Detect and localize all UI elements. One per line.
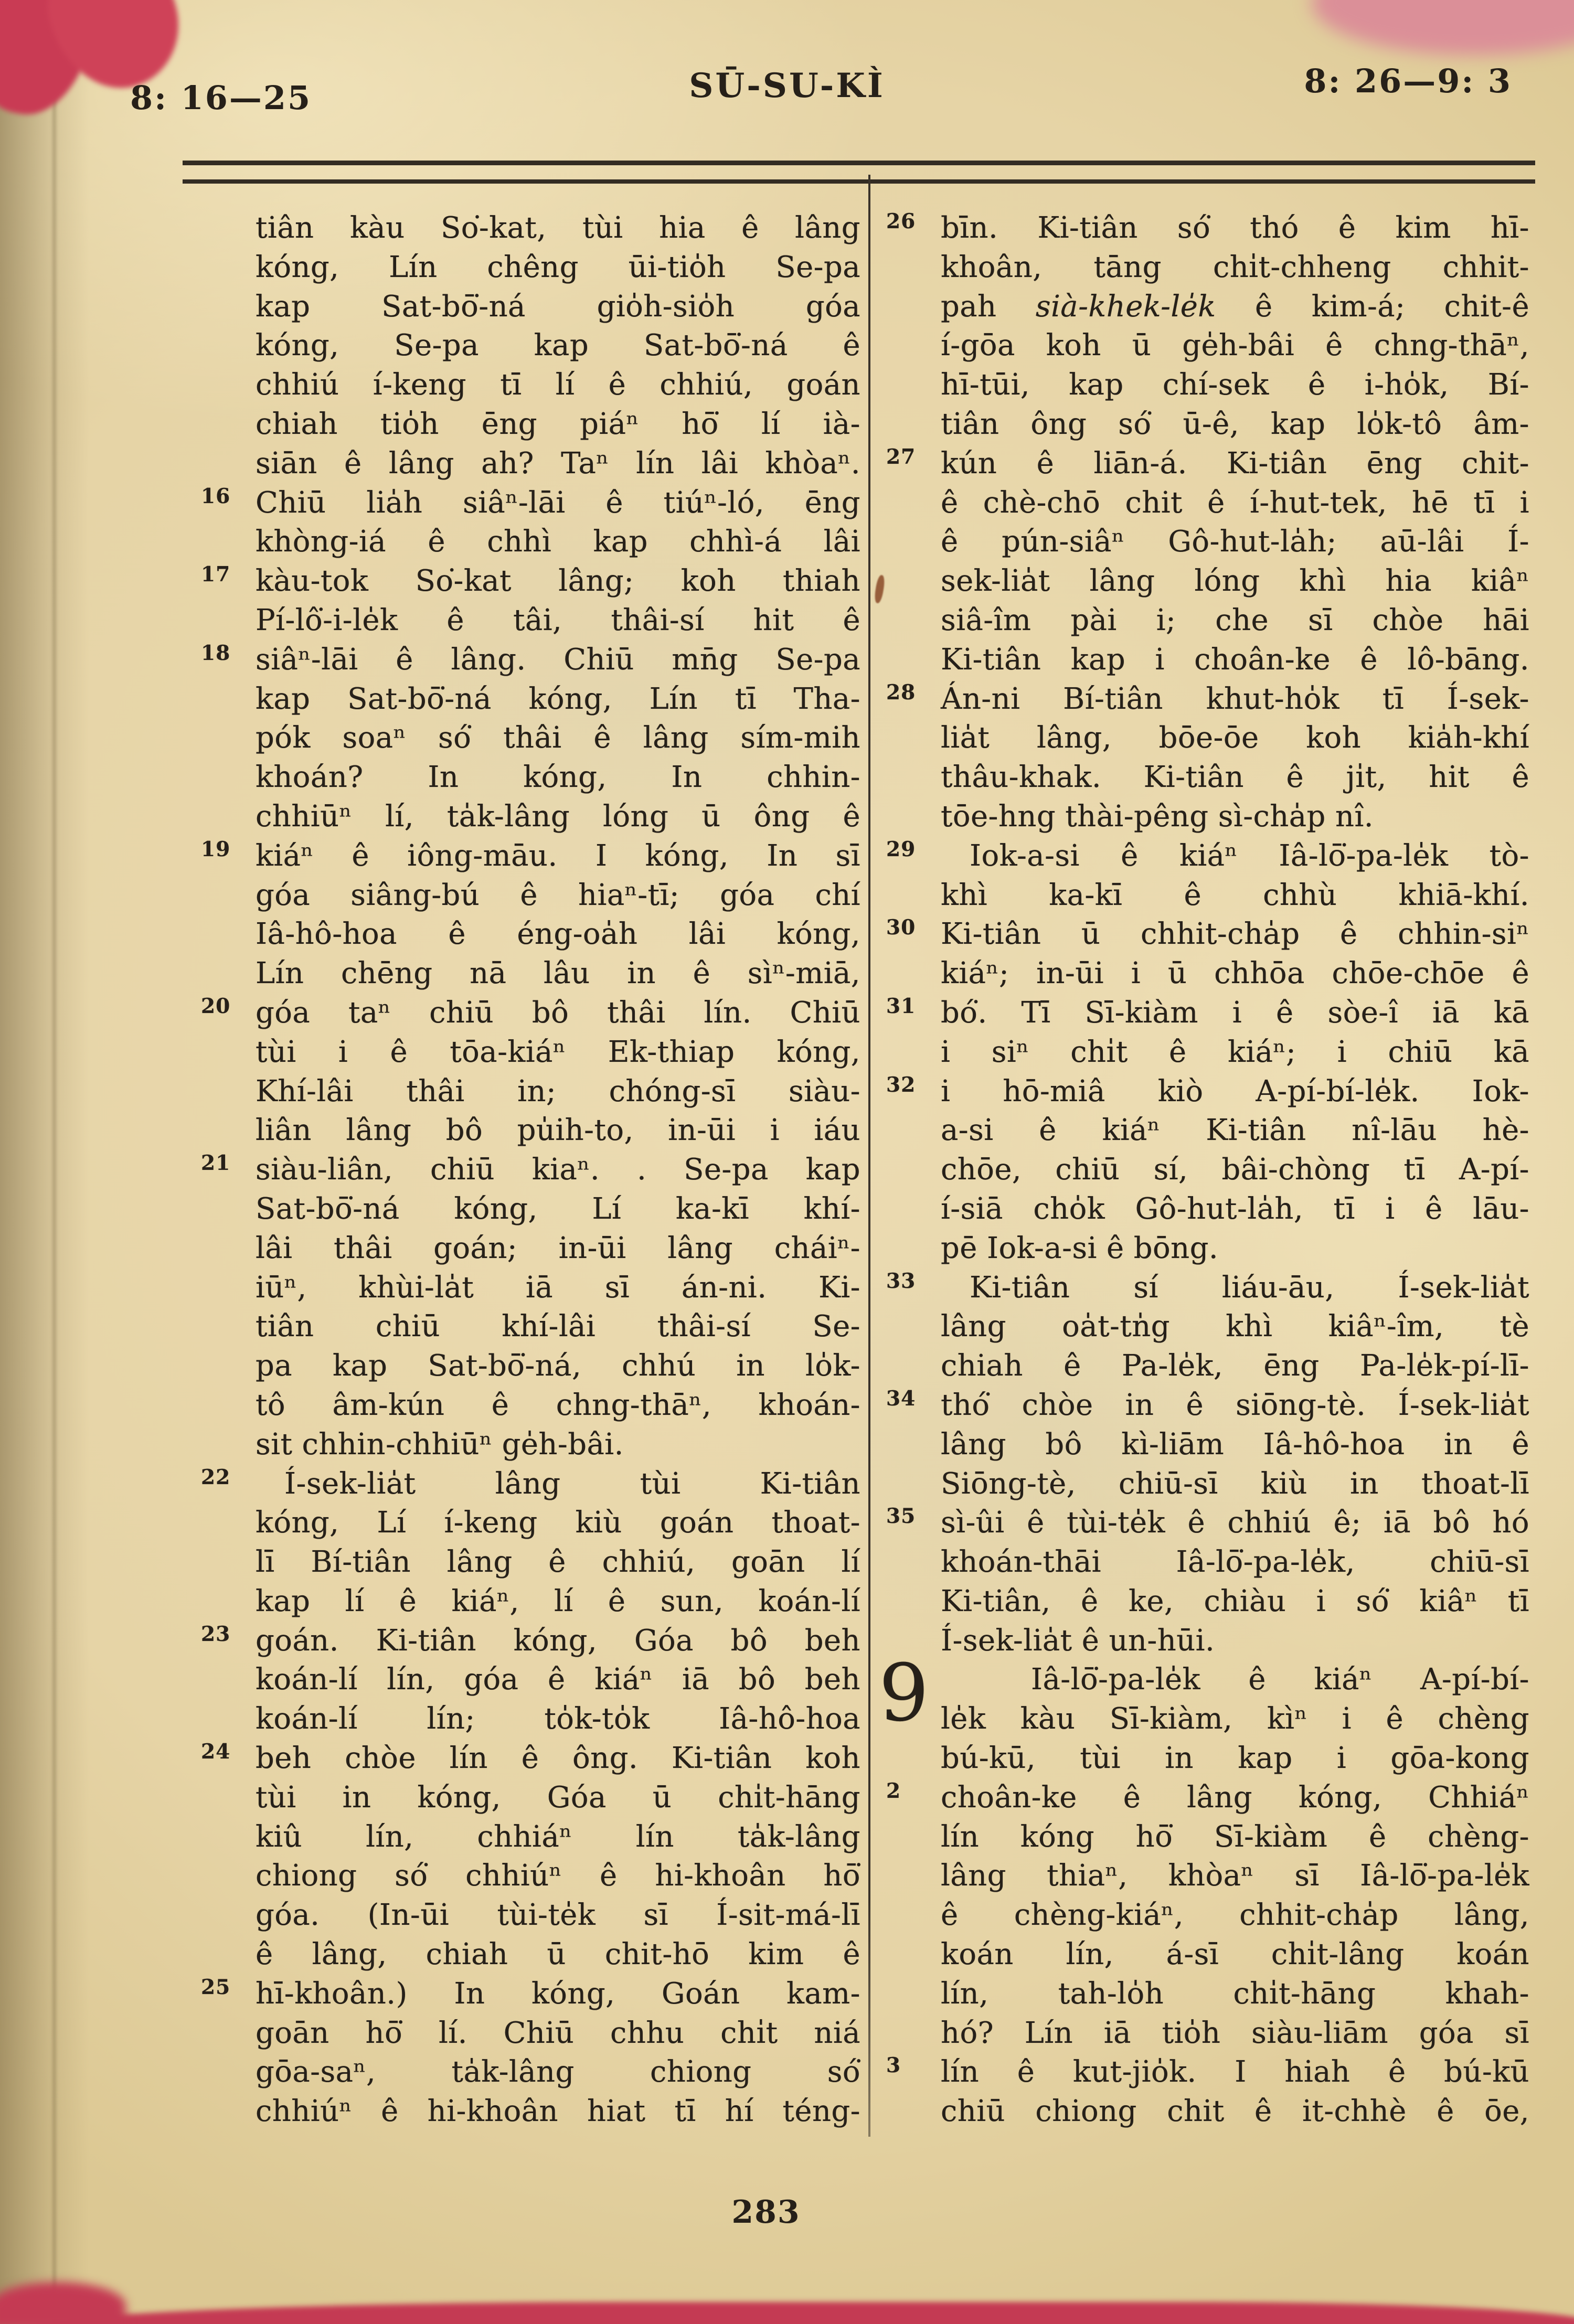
text-line [941,641,1529,680]
text-line [941,954,1529,994]
text-line [941,1857,1529,1896]
line-text: beh chòe lín ê ông. Ki-tiân koh [256,1741,860,1776]
line-text: siâⁿ-lāi ê lâng. Chiū mn̄g Se-pa [256,642,860,677]
line-text: koán-lí lín, góa ê kiáⁿ iā bô beh [256,1662,860,1697]
line-text: siâ-îm pài i; che sī chòe hāi [941,603,1529,637]
text-line [941,1700,1529,1739]
text-line [256,209,860,248]
line-text: Ki-tiân kap i choân-ke ê lô-bāng. [941,642,1529,677]
text-line [941,601,1529,641]
text-line [941,1190,1529,1229]
line-text: siàu-liân, chiū kiaⁿ. . Se-pa kap [256,1153,860,1187]
verse-number: 34 [886,1386,916,1411]
line-text: chiū chiong chit ê it-chhè ê ōe, [941,2094,1529,2129]
line-text: Iâ-lō͘-pa-le̍k ê kiáⁿ A-pí-bí- [1031,1662,1529,1697]
line-text: khoán? In kóng, In chhin- [256,760,860,795]
text-line [256,1896,860,1935]
verse-number: 17 [201,562,231,587]
text-line [941,1622,1529,1661]
verse-number: 2 [886,1778,901,1803]
line-text: liân lâng bô pu̍ih-to, in-ūi i iáu [256,1113,860,1148]
line-text: chiah tio̍h ēng piáⁿ hō͘ lí ià- [256,407,860,441]
text-line [256,1543,860,1582]
plain-text: ê kim-á; chit-ê [1216,289,1529,324]
text-line [941,1739,1529,1778]
line-text: chiong só͘ chhiúⁿ ê hi-khoân hō͘ [256,1859,860,1893]
text-line [886,1778,1529,1818]
text-line [201,562,860,601]
line-text: Ki-tiân ū chhit-cha̍p ê chhin-siⁿ [941,917,1529,952]
text-line [886,915,1529,954]
plain-text: pah [941,289,1036,324]
text-line [941,876,1529,915]
line-text: Ki-tiân sí liáu-āu, Í-sek-lia̍t [970,1270,1529,1305]
text-line [256,1935,860,1975]
text-line [201,1975,860,2014]
header-left-reference: 8: 16—25 [130,79,312,117]
text-line [886,1268,1529,1308]
line-text: ê chèng-kiáⁿ, chhit-cha̍p lâng, [941,1898,1529,1933]
text-line [256,954,860,994]
column-left [201,209,860,2131]
text-line [256,1504,860,1543]
line-text: Í-sek-lia̍t lâng tùi Ki-tiân [284,1466,860,1501]
verse-number: 28 [886,680,916,705]
text-line [256,2053,860,2092]
text-line [256,1857,860,1896]
line-text: Sat-bō͘-ná kóng, Lí ka-kī khí- [256,1191,860,1226]
text-line [256,1268,860,1308]
line-text: chhiūⁿ lí, ta̍k-lâng lóng ū ông ê [256,799,860,834]
header-double-rule [183,161,1535,184]
line-text: tiân kàu So͘-kat, tùi hia ê lâng [256,211,860,245]
header-right-reference: 8: 26—9: 3 [1304,62,1512,100]
verse-number: 31 [886,994,916,1018]
line-text: kiáⁿ; in-ūi i ū chhōa chōe-chōe ê [941,956,1529,991]
text-line [256,405,860,444]
line-text: Khí-lâi thâi in; chóng-sī siàu- [256,1074,860,1108]
line-text: chiah ê Pa-le̍k, ēng Pa-le̍k-pí-lī- [941,1349,1529,1383]
line-text: lín ê kut-jio̍k. I hiah ê bú-kū [941,2055,1529,2090]
line-text: ê lâng, chiah ū chit-hō kim ê [256,1937,860,1972]
line-text: bīn. Ki-tiân só͘ thó ê kim hī- [941,211,1529,245]
page-number: 283 [731,2194,801,2231]
text-line [941,326,1529,366]
line-text: Lín chēng nā lâu in ê sìⁿ-miā, [256,956,860,991]
text-line [256,601,860,641]
text-line [941,2092,1529,2131]
line-text: koán-lí lín; to̍k-to̍k Iâ-hô-hoa [256,1702,860,1736]
line-text: khì ka-kī ê chhù khiā-khí. [941,878,1529,912]
chapter-number: 9 [879,1648,929,1740]
text-line [256,1190,860,1229]
line-text: tùi i ê tōa-kiáⁿ Ek-thiap kóng, [256,1035,860,1069]
text-line [201,1622,860,1661]
text-line [256,1818,860,1857]
text-line [256,2014,860,2053]
text-line [941,2014,1529,2053]
text-line [256,326,860,366]
text-line [256,1700,860,1739]
line-text [941,290,1529,324]
verse-number: 24 [201,1740,231,1764]
verse-number: 27 [886,444,916,469]
text-line [201,641,860,680]
line-text: sek-lia̍t lâng lóng khì hia kiâⁿ [941,564,1529,599]
verse-number: 33 [886,1268,916,1293]
text-line [256,523,860,562]
text-line [256,1307,860,1347]
line-text: i hō-miâ kiò A-pí-bí-le̍k. Iok- [941,1074,1529,1108]
dye-stain-bottom-edge [0,2302,1574,2324]
text-line [886,1386,1529,1425]
line-text: choân-ke ê lâng kóng, Chhiáⁿ [941,1780,1529,1815]
text-line [941,562,1529,601]
text-line [941,1935,1529,1975]
verse-number: 3 [886,2053,901,2078]
text-line [256,1386,860,1425]
line-text: Án-ni Bí-tiân khut-ho̍k tī Í-sek- [941,681,1529,716]
text-line [941,719,1529,758]
verse-number: 20 [201,994,231,1018]
line-text: Í-sek-lia̍t ê un-hūi. [941,1623,1215,1658]
line-text: koán lín, á-sī chi̍t-lâng koán [941,1937,1529,1972]
verse-number: 35 [886,1504,916,1529]
text-line [886,209,1529,248]
line-text: kiáⁿ ê iông-māu. I kóng, In sī [256,838,860,873]
text-line [886,1504,1529,1543]
text-line [256,1111,860,1150]
text-line [941,484,1529,523]
line-text: sì-ûi ê tùi-te̍k ê chhiú ê; iā bô hó [941,1506,1529,1540]
text-line [941,1465,1529,1504]
text-line [941,1543,1529,1582]
text-line [201,837,860,876]
line-text: lia̍t lâng, bōe-ōe koh kia̍h-khí [941,721,1529,755]
line-text: bú-kū, tùi in kap i gōa-kong [941,1741,1529,1776]
verse-number: 18 [201,641,231,665]
text-line [941,1307,1529,1347]
line-text: góa siâng-bú ê hiaⁿ-tī; góa chí [256,878,860,912]
text-line [256,1347,860,1386]
line-text: hī-khoân.) In kóng, Goán kam- [256,1976,860,2011]
text-line [201,1150,860,1190]
line-text: a-si ê kiáⁿ Ki-tiân nî-lāu hè- [941,1113,1529,1148]
text-line [256,1229,860,1268]
text-line [256,876,860,915]
text-line [256,758,860,797]
text-line [886,1072,1529,1112]
line-text: khòng-iá ê chhì kap chhì-á lâi [256,525,860,559]
line-text: Ki-tiân, ê ke, chiàu i só͘ kiâⁿ tī [941,1584,1529,1618]
text-line [941,1896,1529,1935]
line-text: lâng bô kì-liām Iâ-hô-hoa in ê [941,1427,1529,1462]
line-text: siān ê lâng ah? Taⁿ lín lâi khòaⁿ. [256,446,860,481]
text-line [256,1425,860,1465]
column-right [879,209,1529,2131]
text-line [256,248,860,287]
line-text: tōe-hng thài-pêng sì-cha̍p nî. [941,799,1374,834]
line-text: Siōng-tè, chiū-sī kiù in thoat-lī [941,1466,1529,1501]
line-text: goān hō͘ lí. Chiū chhu chi̍t niá [256,2016,860,2050]
text-line [941,1818,1529,1857]
text-line [886,994,1529,1033]
text-line [201,994,860,1033]
line-text: kap Sat-bō͘-ná gio̍h-sio̍h góa [256,289,860,324]
text-line [941,287,1529,327]
line-text: góa. (In-ūi tùi-te̍k sī Í-sit-má-lī [256,1898,860,1933]
line-text: bó͘. Tī Sī-kiàm i ê sòe-î iā kā [941,995,1529,1030]
line-text: lâi thâi goán; in-ūi lâng cháiⁿ- [256,1231,860,1265]
line-text: ê pún-siâⁿ Gô-hut-la̍h; aū-lâi Í- [941,525,1529,559]
verse-number: 22 [201,1465,231,1489]
text-line [941,797,1529,837]
line-text: Chiū lia̍h siâⁿ-lāi ê tiúⁿ-ló, ēng [256,485,860,520]
text-line [256,680,860,719]
text-line [941,1582,1529,1622]
line-text: chōe, chiū sí, bâi-chòng tī A-pí- [941,1153,1529,1187]
line-text: tiân chiū khí-lâi thâi-sí Se- [256,1309,860,1344]
italic-text: sià-khek-le̍k [1035,289,1216,324]
text-line [941,1425,1529,1465]
text-line [886,680,1529,719]
line-text: tùi in kóng, Góa ū chi̍t-hāng [256,1780,860,1815]
text-line [256,1778,860,1818]
text-line [886,837,1529,876]
line-text: góa taⁿ chiū bô thâi lín. Chiū [256,995,860,1030]
text-line [256,719,860,758]
text-line [941,1975,1529,2014]
line-text: lâng oa̍t-tn̍g khì kiâⁿ-îm, tè [941,1309,1529,1344]
line-text: kún ê liān-á. Ki-tiân ēng chit- [941,446,1529,481]
verse-number: 29 [886,837,916,861]
text-line [941,1033,1529,1072]
line-text: khoân, tāng chi̍t-chheng chhit- [941,250,1529,284]
line-text: sit chhin-chhiūⁿ ge̍h-bâi. [256,1427,624,1462]
line-text: lín, tah-lo̍h chi̍t-hāng khah- [941,1976,1529,2011]
text-line [941,405,1529,444]
text-line [941,523,1529,562]
verse-number: 25 [201,1975,231,1999]
text-line [201,1465,860,1504]
text-line [941,366,1529,405]
verse-number: 21 [201,1151,231,1176]
line-text: hó? Lín iā tio̍h siàu-liām góa sī [941,2016,1529,2050]
line-text: i siⁿ chi̍t ê kiáⁿ; i chiū kā [941,1035,1529,1069]
line-text: Iâ-hô-hoa ê éng-oa̍h lâi kóng, [256,917,860,952]
line-text: tô âm-kún ê chng-thāⁿ, khoán- [256,1388,860,1422]
text-line [941,758,1529,797]
verse-number: 16 [201,484,231,508]
text-line [201,1739,860,1778]
dye-stain-bottom-left [0,2282,126,2324]
line-text: thâu-khak. Ki-tiân ê ji̍t, hit ê [941,760,1529,795]
text-line [256,1072,860,1112]
text-line [941,1150,1529,1190]
text-line [886,2053,1529,2092]
ink-stain [874,574,886,604]
text-line [256,797,860,837]
line-text: í-gōa koh ū ge̍h-bâi ê chng-thāⁿ, [941,328,1529,363]
verse-number: 23 [201,1622,231,1646]
verse-number: 19 [201,837,231,861]
page-gutter-shadow [0,0,89,2324]
text-line [201,484,860,523]
line-text: kap lí ê kiáⁿ, lí ê sun, koán-lí [256,1584,860,1618]
line-text: Pí-lô͘-i-le̍k ê tâi, thâi-sí hit ê [256,603,860,637]
line-text: kiû lín, chhiáⁿ lín ta̍k-lâng [256,1819,860,1854]
text-line [256,366,860,405]
verse-number: 32 [886,1072,916,1097]
line-text: Iok-a-si ê kiáⁿ Iâ-lō͘-pa-le̍k tò- [970,838,1529,873]
line-text: goán. Ki-tiân kóng, Góa bô beh [256,1623,860,1658]
text-line [256,287,860,327]
line-text: kóng, Lí í-keng kiù goán thoat- [256,1506,860,1540]
text-line [256,1033,860,1072]
line-text: kóng, Lín chêng ūi-tio̍h Se-pa [256,250,860,284]
line-text: tiân ông só͘ ū-ê, kap lo̍k-tô âm- [941,407,1529,441]
text-line [256,444,860,484]
line-text: gōa-saⁿ, ta̍k-lâng chiong só͘ [256,2055,860,2090]
line-text: chhiú í-keng tī lí ê chhiú, goán [256,368,860,402]
text-line [256,915,860,954]
line-text: kóng, Se-pa kap Sat-bō͘-ná ê [256,328,860,363]
text-line [941,248,1529,287]
line-text: iūⁿ, khùi-la̍t iā sī án-ni. Ki- [256,1270,860,1305]
line-text: lâng thiaⁿ, khòaⁿ sī Iâ-lō͘-pa-le̍k [941,1859,1529,1893]
text-line [886,444,1529,484]
line-text: lī Bí-tiân lâng ê chhiú, goān lí [256,1545,860,1580]
text-line [941,1111,1529,1150]
line-text: kàu-tok So͘-kat lâng; koh thiah [256,564,860,599]
text-line [256,2092,860,2131]
line-text: le̍k kàu Sī-kiàm, kìⁿ i ê chèng [941,1702,1529,1736]
line-text: hī-tūi, kap chí-sek ê i-ho̍k, Bí- [941,368,1529,402]
line-text: í-siā cho̍k Gô-hut-la̍h, tī i ê lāu- [941,1191,1529,1226]
verse-number: 30 [886,915,916,940]
line-text: pók soaⁿ só͘ thâi ê lâng sím-mih [256,721,860,755]
page-crease [52,0,56,2324]
text-line [941,1229,1529,1268]
text-line [256,1660,860,1700]
line-text: ê chè-chō chit ê í-hut-tek, hē tī i [941,485,1529,520]
line-text: thó͘ chòe in ê siōng-tè. Í-sek-lia̍t [941,1388,1529,1422]
verse-number: 26 [886,209,916,233]
text-line [941,1347,1529,1386]
dye-stain-top-right [1312,0,1574,55]
column-divider-rule [868,175,870,2137]
line-text: khoán-thāi Iâ-lō͘-pa-le̍k, chiū-sī [941,1545,1529,1580]
line-text: pa kap Sat-bō͘-ná, chhú in lo̍k- [256,1349,860,1383]
line-text: pē Iok-a-si ê bōng. [941,1231,1219,1265]
line-text: lín kóng hō͘ Sī-kiàm ê chèng- [941,1819,1529,1854]
line-text: kap Sat-bō͘-ná kóng, Lín tī Tha- [256,681,860,716]
line-text: chhiúⁿ ê hi-khoân hiat tī hí téng- [256,2094,860,2129]
page-title: SŪ-SU-KÌ [689,66,885,105]
text-line [256,1582,860,1622]
